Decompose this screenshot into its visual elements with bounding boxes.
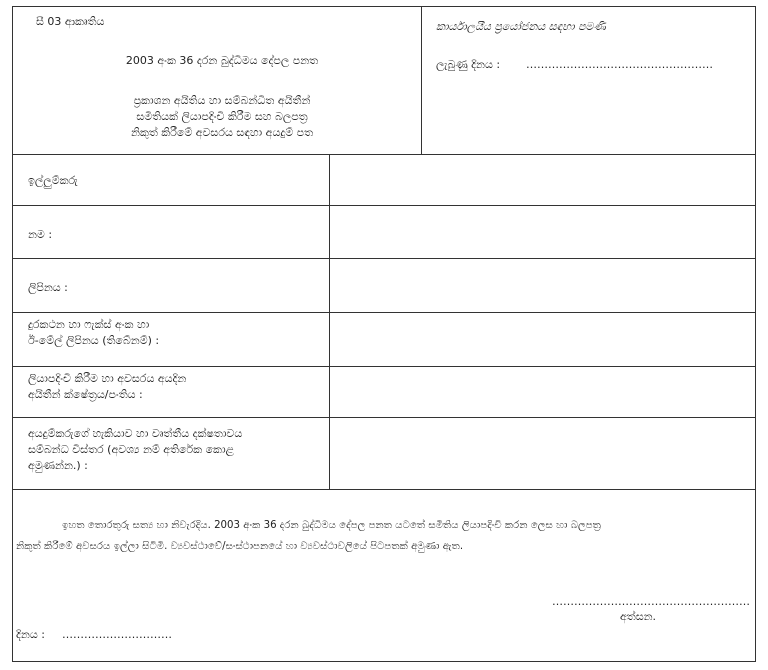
row-line-2 xyxy=(12,258,756,259)
form-title-line-2: සමිතියක් ලියාපදිංචි කිරීම සහ බලපත්‍ර xyxy=(136,110,308,123)
address-field[interactable] xyxy=(330,260,756,311)
row-line-4 xyxy=(12,366,756,367)
address-label: ලිපිනය : xyxy=(28,281,68,294)
declaration-line-2: නිකුත් කිරීමේ අවසරය ඉල්ලා සිටිමි. ව්‍යවස්ථාවේ/සංස්ථාපනයේ හා ව්‍යවස්ථාවලියේ පිටපතක් අමුණා ඇත. xyxy=(16,541,464,552)
rights-class-label-line-1: ලියාපදිංචි කිරීම හා අවසරය අයදින xyxy=(28,372,187,385)
office-use-heading: කාර්යාලයීය ප්‍රයෝජනය සඳහා පමණි xyxy=(436,20,606,33)
qualifications-field[interactable] xyxy=(330,419,756,488)
name-label: නම : xyxy=(28,228,53,241)
qualifications-label-line-2: සම්බන්ධ විස්තර (අවශ්‍ය නම් අතිරේක කොළ xyxy=(28,443,235,456)
date-label: දිනය : xyxy=(16,628,45,641)
signature-label: අත්සන. xyxy=(620,610,657,623)
row-line-5 xyxy=(12,417,756,418)
contact-label-line-1: දුරකථන හා ෆැක්ස් අංක හා xyxy=(28,318,150,331)
rights-class-label-line-2: අයිතීන් ක්ෂේත්‍රය/පංතිය : xyxy=(28,388,143,401)
qualifications-label-line-3: අමුණන්න.) : xyxy=(28,459,88,472)
contact-field[interactable] xyxy=(330,314,756,365)
date-value[interactable]: ………………………… xyxy=(62,628,172,641)
name-field[interactable] xyxy=(330,207,756,257)
row-line-6 xyxy=(12,489,756,490)
applicant-label: ඉල්ලුම්කරු xyxy=(28,174,78,187)
contact-label-line-2: ඊ-මේල් ලිපිනය (තිබේනම්) : xyxy=(28,334,160,347)
act-title: 2003 අංක 36 දරන බුද්ධිමය දේපල පනත xyxy=(125,54,319,67)
form-title-line-1: ප්‍රකාශන අයිතිය හා සම්බන්ධිත අයිතීන් xyxy=(133,94,311,107)
applicant-field[interactable] xyxy=(330,156,756,204)
received-date-label: ලැබුණු දිනය : xyxy=(436,58,501,71)
header-divider xyxy=(421,6,422,154)
received-date-value: …………………………………………… xyxy=(526,58,713,71)
signature-line: ……………………………………………… xyxy=(552,595,750,608)
declaration-line-1: ඉහත තොරතුරු සත්‍ය හා නිවැරදිය. 2003 අංක 36 දරන බුද්ධිමය දේපල පනත යටතේ සමිතිය ලියාපදිංචි කරන ලෙස හා බලපත්‍ර xyxy=(62,520,601,531)
form-title-line-3: නිකුත් කිරීමේ අවසරය සඳහා අයදුම් පත xyxy=(130,126,314,139)
header-bottom-line xyxy=(12,154,756,155)
rights-class-field[interactable] xyxy=(330,368,756,416)
row-line-1 xyxy=(12,205,756,206)
form-code: සී 03 ආකෘතිය xyxy=(36,15,105,28)
row-line-3 xyxy=(12,312,756,313)
qualifications-label-line-1: අයදුම්කරුගේ හැකියාව හා වෘත්තීය දක්ෂතාවය xyxy=(28,427,243,440)
